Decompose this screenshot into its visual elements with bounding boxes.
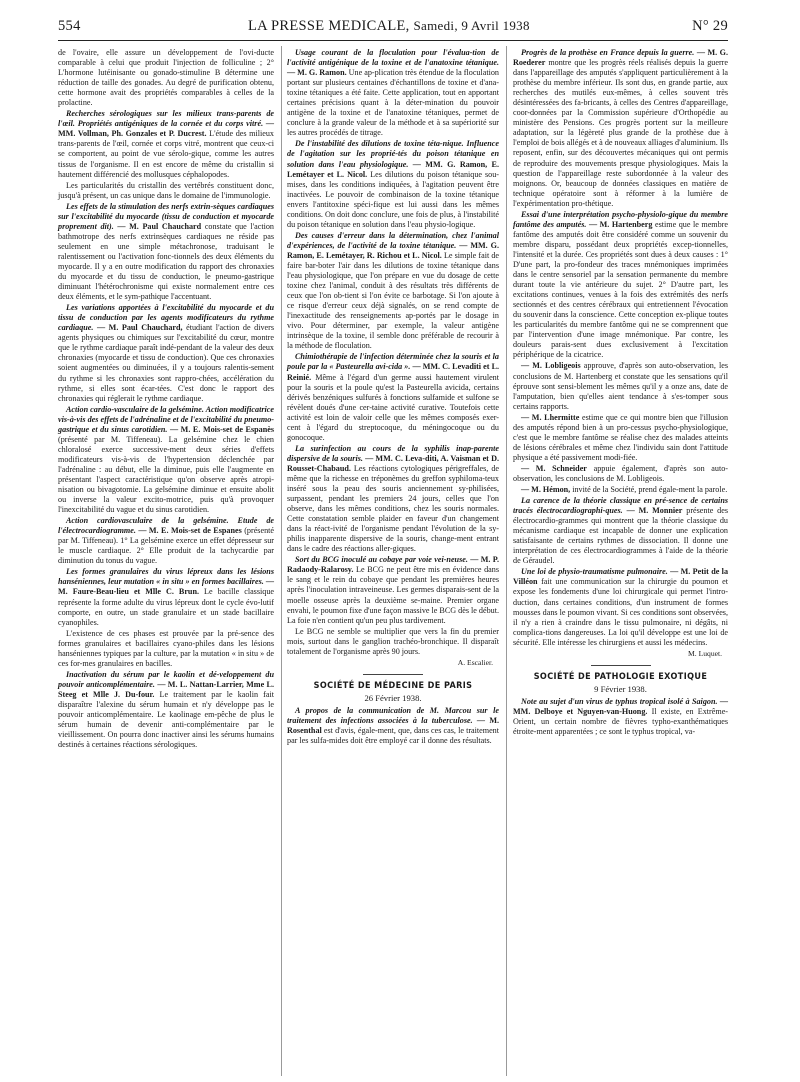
column-3 — [513, 48, 728, 738]
article-title: Chimiothérapie de l'infection déterminée chez la souris et la poule par la « Pasteurella avi-cida ». — [287, 352, 499, 372]
article-authors: — M. Hémon, — [521, 485, 571, 495]
comment — [513, 361, 728, 411]
article-text: Il existe, en Extrême-Orient, un certain nombre de fièvres typho-exanthématiques étroite-ment apparentées ; ce sont le typhus tropical, va- — [513, 706, 729, 737]
issue-number: N° 29 — [692, 18, 728, 34]
article-title: De l'instabilité des dilutions de toxine téta-nique. Influence de l'agitation sur les proprié-tés du poison tétanique en solution dans l'eau physiologique. — [287, 139, 499, 169]
article — [58, 516, 274, 566]
page-number: 554 — [58, 18, 81, 34]
article-text: présente des électrocardio-grammes qui montrent que la théorie classique du mécanisme cardiaque est incapable de donner une explication satisfaisante de certains rythmes de dissociation. Il donne une interprétation de ces électrocardiogrammes à l'aide de la théorie de Géraudel. — [513, 506, 729, 566]
article-authors: — MM. G. Ramon, E. Lemétayer et L. Nicol. — [287, 159, 499, 179]
journal-title: LA PRESSE MEDICALE, — [248, 18, 410, 34]
article-authors: — M. G. Roederer — [513, 48, 729, 68]
article-title: Une loi de physio-traumatisme pulmonaire. — [521, 567, 668, 577]
article-title: Les formes granulaires du virus lépreux dans les lésions hanséniennes, leur mutation « in situ » en formes bacillaires. — [58, 567, 274, 587]
article-text: Les réactions cytologiques périgreffales, de même que la richesse en tréponèmes du greffon syphiloma-teux inséré sous la peau des souris anciennement sy-philisées, surpassent, pendant les premiers 24 jours, celles que l'on observe, dans les mêmes conditions, chez les souris normales. Cette constatation semble plaider en faveur d'un changement dans la réact-ivité de l'organisme pendant l'évolution de la sy-philis inapparente dispersive de la souris, change-ment entrant dans le cadre des réactions aller-giques. — [287, 463, 499, 554]
article-text: Une ap-plication très étendue de la floculation portant sur plusieurs centaines d'échantillons de toxine et d'ana-toxine tétaniques a été faite. Cette application, tout en apportant certaines précisions quant à la déter-mination du pouvoir antigène de la toxine et de l'anatoxine tétaniques, permet de conclure à la grande valeur de la méthode et à sa supériorité sur les autres procédés de titrage. — [287, 68, 499, 138]
article-authors: — M. Lhermitte — [521, 412, 580, 422]
article-title: Usage courant de la floculation pour l'évalua-tion de l'activité antigénique de la toxine et de l'anatoxine tétanique. — [287, 48, 499, 68]
article — [287, 352, 499, 442]
article-text: Le traitement par le kaolin fait disparaître l'alexine du sérum humain et n'y développe pas le pouvoir anticomplémentaire. Le kaolinage em-pêche de plus le sérum humain de devenir anti-complémentaire par le vieillissement. On pourra donc inactiver ainsi les sérums humains destinés à certaines réactions sérologiques. — [58, 689, 274, 750]
article-authors: — M. Paul Chauchard — [117, 221, 202, 231]
article-text: fait une communication sur la chirurgie du poumon et expose les fondements d'une loi chirurgicale qui permet l'intro-duction, dans certaines conditions, d'un instrument de formes mousses dans le poumon vivant. Si ces conditions sont observées, il n'y a rien à craindre dans le tissu pulmonaire, ni dégâts, ni complica-tions dangereuses. La loi qu'il développe est une loi de sécurité. Elle intéresse les chirurgiens et aussi les médecins. — [513, 577, 728, 647]
article-text: Même à l'égard d'un germe aussi hautement virulent pour la souris et la poule qu'est la Pasteurella avicida, certains dérivés benzéniques sulfurés à fonctions sulfamide et sulfone se révèlent doués d'une cer-taine activité curative. Toutefois cette activité est loin de valoir celle que les mêmes composés exer-cent à l'égard du streptocoque, du méningocoque ou du gonocoque. — [287, 372, 500, 442]
article — [287, 139, 499, 229]
paragraph: L'existence de ces phases est prouvée par la pré-sence des formes granulaires et bacillaires cyano-philes dans les lésions hanséniennes typiques par la culture, par la mutation « in situ » de ces for-mes granulaires en bacilles. — [58, 628, 274, 668]
article-authors: — M. Hartenberg — [588, 219, 653, 229]
issue-date: Samedi, 9 Avril 1938 — [413, 18, 530, 33]
article — [513, 496, 728, 566]
section-heading: SOCIÉTÉ DE MÉDECINE DE PARIS — [313, 680, 473, 691]
article-authors: — MM. C. Levaditi et L. Reinié. — [287, 362, 500, 382]
article-text: est d'avis, égale-ment, que, dans ces cas, le traitement par les sulfa-mides doit être employé car il donne des résultats. — [287, 726, 500, 746]
section-heading: SOCIÉTÉ DE PATHOLOGIE EXOTIQUE — [533, 671, 708, 682]
journal-title-line — [248, 18, 530, 35]
section-date: 26 Février 1938. — [364, 692, 422, 703]
article — [513, 567, 728, 647]
page-header — [58, 18, 728, 38]
article-title: A propos de la communication de M. Marcou sur le traitement des infections associées à la tuberculose. — [287, 705, 499, 725]
section-signature: A. Escalier. — [457, 657, 493, 667]
presenter-note: (présenté par M. Tiffeneau). — [58, 434, 163, 444]
article-title: Action cardio-vasculaire de la gelsémine. Action modificatrice vis-à-vis des effets de l'adrénaline et de l'excitabilité du pneumo-gastrique et du sinus carotidien. — [58, 404, 274, 434]
article-authors: — M. Petit de la Villéon — [513, 567, 729, 587]
article-text: 1° La gelsémine exerce un effet dépresseur sur le muscle cardiaque. 2° Elle produit de la tachycardie par diminution du tonus du vague. — [58, 536, 274, 566]
article-title: Recherches sérologiques sur les milieux trans-parents de l'œil. Propriétés antigéniques de la cornée et du corps vitré. — [58, 109, 274, 129]
article-authors: — M. Monnier — [626, 506, 683, 516]
article-authors: — M. Faure-Beau-lieu et Mlle C. Brun. — [58, 577, 275, 597]
article — [58, 405, 274, 516]
article-text: invité de la Société, prend égale-ment la parole. — [572, 485, 728, 495]
article-title: Sort du BCG inoculé au cobaye par voie vei-neuse. — [295, 555, 468, 565]
article-authors: — M. L. Nattan-Larrier, Mme L. Steeg et Mlle J. Du-four. — [58, 679, 274, 699]
column-divider-2 — [506, 46, 507, 1076]
article — [58, 303, 274, 403]
article-text: La gelsémine chez le chien chloralosé exerce successive-ment deux séries d'effets modificateurs vis-à-vis de l'hypertension déclenchée par l'adrénaline : au début, elle la diminue, puis elle l'augmente en présentant l'aspect caractéristique qu'on observe après atropi-nisation ou bivagotomie. La gelsémine diminue et ensuite abolit ou inverse la valeur excito-motrice, puis qu'à provoquer l'inexcitabilité du vague et du sinus carotidien. — [58, 434, 274, 515]
article-text: étudiant l'action de divers agents physiques ou chimiques sur l'excitabilité du cœur, montre que le rythme cardiaque paraît indé-pendant de la valeur des deux chronaxies (myocarde et tissu de conduction). Que ces chronaxies soient augmentées ou diminuées, il y a toujours ralentis-sement du rythme si les chronaxies sont rappro-chées, accélération du rythme, si elles sont écar-tées. C'est donc le rapport des chronaxies qui réglerait le rythme cardiaque. — [58, 323, 274, 403]
article-authors: — M. Lobligeois — [521, 361, 581, 371]
article-authors: — MM. Delboye et Nguyen-van-Huong. — [513, 696, 729, 716]
article-authors: — M. Schneider — [521, 463, 587, 473]
article-authors: — MM. C. Leva-diti, A. Vaisman et D. Rousset-Chabaud. — [287, 453, 499, 473]
article — [287, 706, 499, 746]
article — [58, 670, 274, 750]
article-title: Note au sujet d'un virus de typhus tropical isolé à Saigon. — [521, 696, 718, 706]
article-text: L'étude des milieux trans-parents de l'œil, cornée et corps vitré, montrent que ceux-ci se comportent, au point de vue sérolo-gique, comme les autres tissus de l'organisme. Il en est encore de même du cristallin si hautement différencié des mollusques céphalopodes. — [58, 129, 274, 179]
header-rule — [58, 40, 728, 41]
article-title: Essai d'une interprétation psycho-physiolo-gique du membre fantôme des amputés. — [513, 209, 728, 229]
article — [287, 48, 499, 138]
article-title: Inactivation du sérum par le kaolin et dé-veloppement du pouvoir anticomplémentaire. — [58, 669, 274, 689]
article — [287, 555, 499, 625]
article-text: estime que ce qui montre bien que l'illusion des amputés répond bien à un pro-cessus psycho-physiologique, c'est que le membre fantôme se réalise chez des malades atteints de lésions cérébrales et même chez l'individu sain dont l'attitude physique a été passivement modi-fiée. — [513, 412, 729, 462]
article-text: appuie également, d'après son auto-observation, les conclusions de M. Lobligeois. — [513, 463, 728, 483]
paragraph: de l'ovaire, elle assure un développement de l'ovi-ducte comparable à celui que produit l'injection de folliculine ; 2° L'hormone lutéinisante ou gonado-stimuline B détermine une réduction de taille des gonades. Au degré de purification obtenu, cette hormone avait des propriétés comparables à celles de la prolactine. — [58, 48, 274, 108]
article-title: Les variations apportées à l'excitabilité du myocarde et du tissu de conduction par les agents modificateurs du rythme cardiaque. — [58, 303, 274, 333]
article-title: Action cardiovasculaire de la gelsémine. Etude de l'électrocardiogramme. — [58, 516, 274, 536]
section-divider — [363, 674, 423, 675]
article — [287, 444, 499, 555]
comment — [513, 413, 728, 463]
article-text: Le BCG ne peut être mis en évidence dans le sang et le rein du cobaye que pendant les premières heures après l'inoculation intraveineuse. Les germes disparais-sent de la moelle osseuse après la deuxième se-maine. Premier organe envahi, le poumon fixe d'une façon massive le BCG dès le début. La foie n'en contient qu'un peu plus tardivement. — [287, 565, 500, 625]
article-text: constate que l'action bathmotrope des nerfs extrinsèques cardiaques ne réside pas seulement en une simple métachronose, traduisant le ralentissement ou l'activation fonc-tionnels des deux éléments du myocarde. Il y a en outre modification du rapport des chronaxies du myocarde et du tissu de conduction, le pneumo-gastrique diminuant l'hétérochronisme qui existe normalement entre ces deux éléments, et le sym-pathique l'accentuant. — [58, 221, 274, 302]
article-authors: — M. E. Mois-set de Espanès — [169, 424, 275, 434]
article-title: La surinfection au cours de la syphilis inap-parente dispersive de la souris. — [287, 443, 499, 463]
column-divider-1 — [281, 46, 282, 1076]
presenter-note: (présenté par M. Tiffeneau). — [58, 526, 274, 546]
comment — [513, 485, 728, 495]
paragraph: Les particularités du cristallin des vertébrés constituent donc, jusqu'à présent, un cas unique dans le domaine de l'immunologie. — [58, 180, 274, 200]
article-text: Le simple fait de faire bar-boter l'air dans les dilutions de toxine tétanique dans l'eau physiologique, que l'on prépare en vue du dosage de cette toxine chez l'animal, conduit à des résultats très différents de ceux que l'on ob-tient si l'on évite ce barbotage. Si l'on ajoute à ce risque d'erreur ceux déjà signalés, on se rend compte de l'inexactitude des renseignements ap-portés par le dosage in vivo. Pour déterminer, par exemple, la valeur antigène intrinsèque de la toxine, il semble donc préférable de recourir à la méthode de floculation. — [287, 250, 499, 351]
article — [513, 697, 728, 737]
article-authors: — M. E. Mois-set de Espanes — [138, 526, 242, 536]
article-text: montre que les progrès réels réalisés depuis la guerre dans l'appareillage des amputés s'appliquent particulièrement à la prothèse du membre inférieur. Ils sont dus, en grande partie, aux recherches des mutilés eux-mêmes, à celles souvent très désintéressées des fa-bricants, à celles des Centres d'appareillage, coor-données par la Commission supérieure d'Orthopédie au ministère des Pensions. Ces progrès portent sur la meilleure adaptation, sur la légèreté plus grande de la prothèse due à l'emploi de bois allégés et à de nouveaux alliages d'aluminium. Ils reposent, enfin, sur des découvertes mécaniques qui ont permis de reproduire des mouvements presque physiologiques. Mais la question de l'appareillage reste subordonnée à la valeur des moignons. Or, beaucoup de données classiques en matière de technique opératoire sont à réformer à la lumière de l'expérimentation pro-thétique. — [513, 58, 728, 208]
article-authors: — M. Rosenthal — [287, 716, 500, 736]
article — [513, 48, 728, 209]
article — [58, 109, 274, 179]
article — [58, 567, 274, 627]
comment — [513, 464, 728, 484]
article-title: La carence de la théorie classique en pré-sence de certains tracés électrocardiographi-ques. — [513, 496, 728, 516]
article-authors: — M. G. Ramon. — [287, 68, 347, 78]
article — [58, 202, 274, 302]
article-text: Le bacille classique représente la forme adulte du virus lépreux dont le cycle évo-lutif comporte, en outre, un stade granulaire et un stade bacillaire cyanophiles. — [58, 587, 274, 627]
article — [513, 210, 728, 361]
article-title: Des causes d'erreur dans la détermination, chez l'animal d'expériences, de l'activité de la toxine tétanique. — [287, 230, 499, 250]
article-title: Les effets de la stimulation des nerfs extrin-sèques cardiaques sur l'excitabilité du myocarde (tissu de conduction et myocarde proprement dit). — [58, 201, 274, 231]
article-text: estime que le membre fantôme des amputés doit être considéré comme un souvenir du membre disparu, possédant deux propriétés excep-tionnelles, l'intensité et la durée. Ces propriétés sont dues à deux causes : 1° D'une part, la pro-fondeur des traces mnémoniques imprimées dans le centre sensoriel par la sensation permanente du membre durant toute la vie antérieure du sujet. 2° D'autre part, les excitations continues, venues à la fois des extrémités des nerfs sectionnés et des centres cérébraux qui entretiennent l'évocation du souvenir dans la conscience. Cette conception ex-plique toutes les particularités du membre fantôme qui ne se comprennent que par l'intervention d'une image mnémonique. Par contre, les douleurs parais-sent dues exclusivement à l'excitation périphérique de la cicatrice. — [513, 219, 728, 360]
article-text: approuve, d'après son auto-observation, les conclusions de M. Hartenberg et constate que les sensations qu'il éprouve sont sensi-blement les mêmes qu'il y a onze ans, date de l'amputation, bien qu'elles aient tendance à s'es-tomper sous certains rapports. — [513, 361, 728, 411]
section-signature: M. Luquet. — [688, 648, 722, 658]
article-text: Les dilutions du poison tétanique sou-mises, dans les conditions indiquées, à l'agitation peuvent être inactivées. Le pouvoir de combinaison de la toxine tétanique envers l'antitoxine spéci-fique est lui aussi dans les mêmes conditions. On doit donc conclure, une fois de plus, à l'instabilité du poison tétanique en solution dans l'eau physio-logique. — [287, 169, 499, 229]
paragraph: Le BCG ne semble se multiplier que vers la fin du premier mois, surtout dans le ganglion trachéo-bronchique. Il disparaît totalement de l'organisme après 90 jours. — [287, 626, 499, 656]
article-title: Progrès de la prothèse en France depuis la guerre. — [521, 48, 695, 57]
column-1 — [58, 48, 274, 751]
article-authors: — MM. Vollman, Ph. Gonzales et P. Ducrest. — [58, 119, 275, 139]
section-divider — [591, 665, 651, 666]
section-date: 9 Février 1938. — [594, 683, 647, 694]
article-authors: — MM. G. Ramon, E. Lemétayer, R. Richou et L. Nicol. — [287, 240, 499, 260]
article-authors: — M. Paul Chauchard, — [96, 323, 183, 333]
article-authors: — M. P. Radaody-Ralarosy. — [287, 555, 499, 575]
column-2 — [287, 48, 499, 747]
article — [287, 231, 499, 352]
